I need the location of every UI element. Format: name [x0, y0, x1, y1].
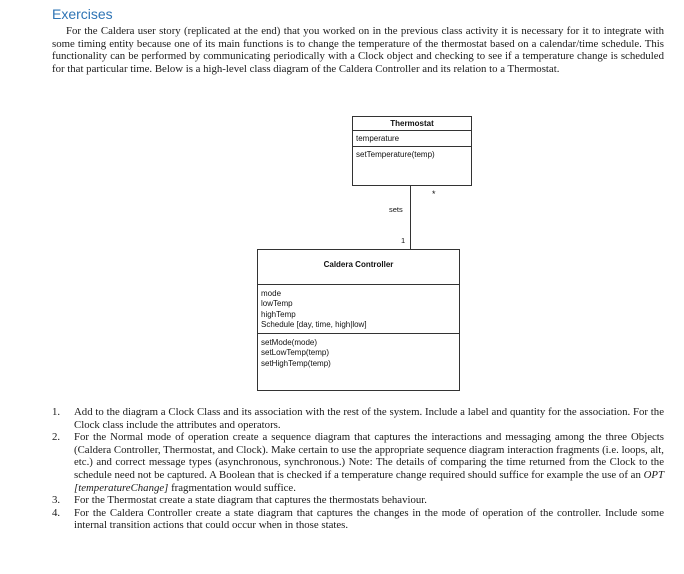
- exercise-number: 4.: [52, 506, 61, 519]
- controller-operation: setHighTemp(temp): [261, 358, 331, 368]
- thermostat-attributes: [353, 130, 471, 146]
- caldera-controller-class-box: [257, 249, 460, 391]
- controller-attribute: lowTemp: [261, 299, 293, 309]
- exercise-item: [52, 507, 664, 532]
- exercises-heading: Exercises: [52, 6, 113, 22]
- exercise-number: 2.: [52, 431, 61, 444]
- controller-attribute: highTemp: [261, 309, 296, 319]
- exercise-text: For the Normal mode of operation create a sequence diagram that captures the interactions and messaging among the three Objects (Caldera Controller, Thermostat, and Clock). Make certain to use the appropriate sequence diagram interaction fragments (i.e. loops, alt, etc.) and correct message types (asynchronous, synchronous.) Note: The details of comparing the time returned from the Clock to the schedule need not be captured. A Boolean that is checked if a temperature change required should suffice for example the use of an: [74, 431, 664, 481]
- controller-multiplicity: 1: [401, 236, 406, 245]
- controller-operation: setLowTemp(temp): [261, 348, 330, 358]
- association-line: [410, 186, 411, 249]
- thermostat-multiplicity: *: [432, 189, 436, 199]
- exercise-item: [52, 431, 664, 494]
- intro-paragraph: For the Caldera user story (replicated at the end) that you worked on in the previous class activity it is necessary for it to integrate with some timing entity because one of its main functions is to change the temperature of the thermostat based on a calendar/time schedule. This functionality can be performed by communicating periodically with a Clock object and checking to see if a temperature change is scheduled for that particular time. Below is a high-level class diagram of the Caldera Controller and its relation to a Thermostat.: [52, 25, 664, 75]
- thermostat-class-box: [352, 116, 472, 186]
- controller-attributes: [258, 284, 459, 333]
- exercise-italic-text: OPT [temperatureChange]: [74, 468, 664, 494]
- exercise-number: 1.: [52, 406, 61, 418]
- controller-attribute: Schedule [day, time, high|low]: [261, 319, 367, 329]
- controller-operations: [258, 333, 459, 372]
- thermostat-operation: setTemperature(temp): [356, 150, 435, 159]
- controller-attribute: mode: [261, 289, 282, 298]
- exercise-text-end: fragmentation would suffice.: [168, 481, 296, 494]
- exercise-text: For the Caldera Controller create a state diagram that captures the changes in the mode of operation of the controller. Include some internal transition actions that could occur when in those states.: [74, 506, 664, 532]
- controller-class-name: Caldera Controller: [323, 260, 394, 269]
- thermostat-operations: [353, 146, 471, 160]
- exercise-text: Add to the diagram a Clock Class and its association with the rest of the system. Include a label and quantity for the association. For the Clock class include the attributes and operators.: [74, 406, 664, 431]
- exercise-list: [52, 406, 664, 532]
- exercise-text: For the Thermostat create a state diagram that captures the thermostats behaviour.: [74, 494, 427, 507]
- exercise-item: [52, 494, 664, 507]
- association-label: sets: [389, 205, 403, 214]
- thermostat-class-name: Thermostat: [390, 119, 434, 128]
- thermostat-attribute: temperature: [356, 134, 400, 143]
- exercise-number: 3.: [52, 494, 61, 507]
- exercise-item: [52, 406, 664, 431]
- controller-operation: setMode(mode): [261, 338, 318, 348]
